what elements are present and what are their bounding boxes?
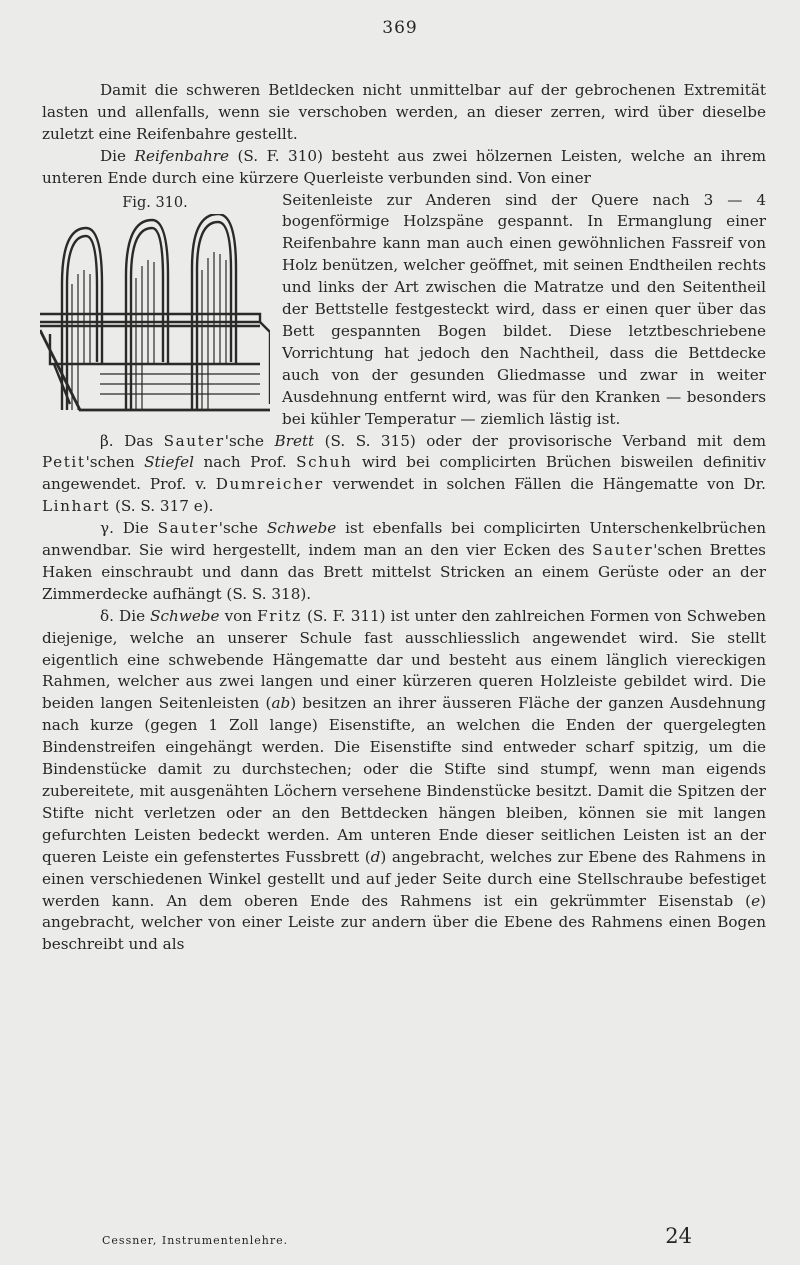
paragraph-delta: δ. Die Schwebe von Fritz (S. F. 311) ist unter den zahlreichen Formen von Schweben diejenige, welche an unserer Schule fast ausschliesslich angewendet wird. Sie stellt eigentlich eine schwebende Hängematte dar und besteht aus einem länglich viereckigen Rahmen, welcher aus zwei langen und einer kürzeren queren Holzleiste gebildet wird. Die beiden langen Seitenleisten (ab) besitzen an ihrer äusseren Fläche der ganzen Ausdehnung nach kurze (gegen 1 Zoll lange) Eisenstifte, an welchen die Enden der quergelegten Bindenstreifen eingehängt werden. Die Eisenstifte sind entweder scharf spitzig, um die Bindenstücke damit zu durchstechen; oder die Stifte sind stumpf, wenn man eigends zubereitete, mit ausgenähten Löchern versehene Bindenstücke besitzt. Damit die Spitzen der Stifte nicht verletzen oder an den Bettdecken hängen bleiben, können sie mit langen gefurchten Leisten bedeckt werden. Am unteren Ende dieser seitlichen Leisten ist an der queren Leiste ein gefenstertes Fussbrett (d) angebracht, welches zur Ebene des Rahmens in einen verschiedenen Winkel gestellt und auf jeder Seite durch eine Stellschraube befestiget werden kann. An dem oberen Ende des Rahmens ist ein gekrümmter Eisenstab (e) angebracht, welcher von einer Leiste zur andern über die Ebene des Rahmens einen Bogen beschreibt und als (42, 606, 766, 954)
paragraph-1: Damit die schweren Betldecken nicht unmittelbar auf der gebrochenen Extremität lasten und allenfalls, wenn sie verschoben werden, an dieser zerren, wird über dieselbe zuletzt eine Reifenbahre gestellt. (42, 81, 766, 143)
figure-310 (40, 192, 270, 416)
page-number: 369 (382, 18, 418, 38)
signature-mark: 24 (665, 1224, 692, 1248)
reifenbahre-illustration (40, 214, 270, 414)
figure-caption: Fig. 310. (122, 194, 188, 211)
term-reifenbahre: Reifenbahre (134, 146, 229, 165)
paragraph-beta: β. Das Sauter'sche Brett (S. S. 315) oder der provisorische Verband mit dem Petit'schen Stiefel nach Prof. Schuh wird bei complicirten Brüchen bisweilen definitiv angewendet. Prof. v. Dumreicher verwendet in solchen Fällen die Hängematte von Dr. Linhart (S. S. 317 e). (42, 431, 767, 516)
page-footer (102, 1224, 692, 1254)
paragraph-gamma: γ. Die Sauter'sche Schwebe ist ebenfalls bei complicirten Unterschenkelbrüchen anwendbar. Sie wird hergestellt, indem man an den vier Ecken des Sauter'schen Brettes Haken einschraubt und dann das Brett mittelst Stricken an einem Gerüste oder an der Zimmerdecke aufhängt (S. S. 318). (42, 519, 766, 603)
paragraph-2: Die Reifenbahre (S. F. 310) besteht aus zwei hölzernen Leisten, welche an ihrem unteren Ende durch eine kürzere Querleiste verbunden sind. Von einer (42, 146, 767, 187)
paragraph-2-continued: Seitenleiste zur Anderen sind der Quere nach 3 — 4 bogenförmige Holzspäne gespannt. In Ermanglung einer Reifenbahre kann man auch einen gewöhnlichen Fassreif von Holz benützen, welcher geöffnet, mit seinen Endtheilen rechts und links der Art zwischen die Matratze und den Seitentheil der Bettstelle festgesteckt wird, dass er einen quer über das Bett gespannten Bogen bildet. Diese letztbeschriebene Vorrichtung hat jedoch den Nachtheil, dass die Bettdecke auch von der gesunden Gliedmasse und zwar in weiter Ausdehnung entfernt wird, was für den Kranken — besonders bei kühler Temperatur — ziemlich lästig ist. (282, 190, 766, 428)
footer-source: Cessner, Instrumentenlehre. (102, 1234, 289, 1247)
page-body (42, 80, 766, 956)
